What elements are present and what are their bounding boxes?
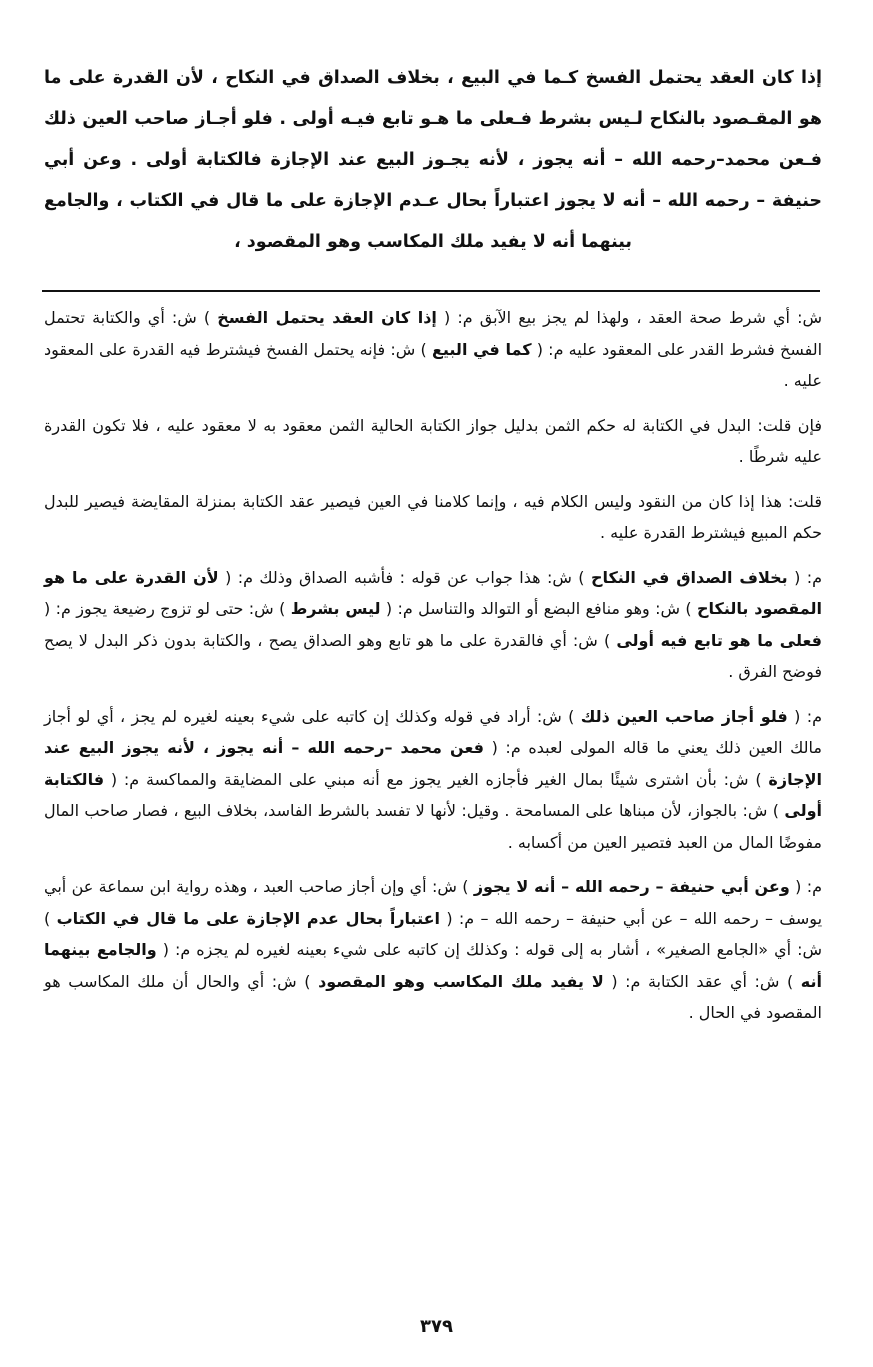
quoted-matn-text: لأن القدرة على ما هو المقصود بالنكاح xyxy=(44,567,822,618)
commentary-text: ) ش: هذا جواب عن قوله : فأشبه الصداق وذلك م: ( xyxy=(218,567,591,587)
quoted-matn-text: بخلاف الصداق في النكاح xyxy=(590,567,788,587)
commentary-block xyxy=(44,302,822,1042)
commentary-text: م: ( xyxy=(787,567,822,587)
commentary-text: ) ش: أي فالقدرة على ما هو تابع وهو الصداق يصح ، والكتابة بدون ذكر البدل لا يصح فوضح الفرق . xyxy=(44,630,822,681)
commentary-text: ) ش: حتى لو تزوج رضيعة يجوز م: ( xyxy=(44,599,291,618)
commentary-text: ) ش: فإنه يحتمل الفسخ فيشترط فيه القدرة على المعقود عليه . xyxy=(44,339,822,390)
commentary-text: فإن قلت: البدل في الكتابة له حكم الثمن بدليل جواز الكتابة الحالية الثمن معقود به لا معقود عليه ، فلا تكون القدرة عليه شرطًا . xyxy=(44,415,822,466)
commentary-text: ) ش: أي والكتابة تحتمل الفسخ فشرط القدر على المعقود عليه م: ( xyxy=(44,308,823,359)
commentary-text: ) ش: أي وإن أجاز صاحب العبد ، وهذه رواية ابن سماعة عن أبي يوسف – رحمه الله – عن أبي حنيفة – رحمه الله – م: ( xyxy=(44,877,823,928)
quoted-matn-text: فالكتابة أولى xyxy=(44,769,822,820)
commentary-text: ) ش: بأن اشترى شيئًا بمال الغير فأجازه الغير يجوز مع أنه مبني على المضايقة والمماكسة م: ( xyxy=(104,769,769,789)
commentary-text: ) ش: أي عقد الكتابة م: ( xyxy=(603,971,801,991)
commentary-paragraph xyxy=(44,871,822,1029)
quoted-matn-text: فعن محمد –رحمه الله – أنه يجوز ، لأنه يجوز البيع عند الإجازة xyxy=(44,738,822,789)
commentary-text: م: ( xyxy=(787,706,823,726)
commentary-text: ش: أي شرط صحة العقد ، ولهذا لم يجز بيع الآبق م: ( xyxy=(436,308,822,327)
separator-rule xyxy=(42,290,820,292)
commentary-text: ) ش: أراد في قوله وكذلك إن كاتبه على شيء بعينه لغيره لم يجز ، أي لو أجاز مالك العين ذلك يعني ما قاله المولى لعبده م: ( xyxy=(44,706,822,757)
commentary-text: ) ش: وهو منافع البضع أو التوالد والتناسل م: ( xyxy=(380,599,698,618)
commentary-paragraph xyxy=(44,410,822,473)
commentary-text: م: ( xyxy=(789,877,822,896)
quoted-matn-text: فعلى ما هو تابع فيه أولى xyxy=(616,630,823,650)
page-number: ٣٧٩ xyxy=(420,1316,453,1337)
quoted-matn-text: إذا كان العقد يحتمل الفسخ xyxy=(217,308,437,327)
commentary-text: قلت: هذا إذا كان من النقود وليس الكلام فيه ، وإنما كلامنا في العين فيصير عقد الكتابة بمنزلة المقايضة فيصير للبدل حكم المبيع فيشترط القدرة عليه . xyxy=(44,491,822,542)
quoted-matn-text: والجامع بينهما أنه xyxy=(44,940,822,991)
commentary-text: ) ش: بالجواز، لأن مبناها على المسامحة . وقيل: لأنها لا تفسد بالشرط الفاسد، بخلاف البيع ، فصار صاحب المال مفوضًا المال من العبد فتصير العين من أكسابه . xyxy=(44,801,822,852)
commentary-paragraph xyxy=(44,486,822,549)
quoted-matn-text: اعتباراً بحال عدم الإجازة على ما قال في الكتاب xyxy=(56,908,441,928)
main-text-block: إذا كان العقد يحتمل الفسخ كـما في البيع ، بخلاف الصداق في النكاح ، لأن القدرة على ما هو المقـصود بالنكاح لـيس بشرط فـعلى ما هـو تابع فيـه أولى . فلو أجـاز صاحب العين ذلك فـعن محمد–رحمه الله – أنه يجوز ، لأنه يجـوز البيع عند الإجازة فالكتابة أولى . وعن أبي حنيفة – رحمه الله – أنه لا يجوز اعتباراً بحال عـدم الإجازة على ما قال في الكتاب ، والجامع بينهما أنه لا يفيد ملك المكاسب وهو المقصود ، xyxy=(44,68,822,252)
commentary-text: ) ش: أي «الجامع الصغير» ، أشار به إلى قوله : وكذلك إن كاتبه على شيء بعينه لغيره لم يجزه م: ( xyxy=(44,908,823,959)
commentary-text: ) ش: أي والحال أن ملك المكاسب هو المقصود في الحال . xyxy=(44,971,822,1022)
quoted-matn-text: فلو أجاز صاحب العين ذلك xyxy=(580,706,788,726)
quoted-matn-text: ليس بشرط xyxy=(290,599,381,618)
quoted-matn-text: كما في البيع xyxy=(431,339,532,359)
commentary-paragraph xyxy=(44,562,822,688)
commentary-paragraph xyxy=(44,701,822,859)
quoted-matn-text: لا يفيد ملك المكاسب وهو المقصود xyxy=(318,971,604,991)
commentary-paragraph xyxy=(44,302,822,397)
quoted-matn-text: وعن أبي حنيفة – رحمه الله – أنه لا يجوز xyxy=(473,877,790,896)
